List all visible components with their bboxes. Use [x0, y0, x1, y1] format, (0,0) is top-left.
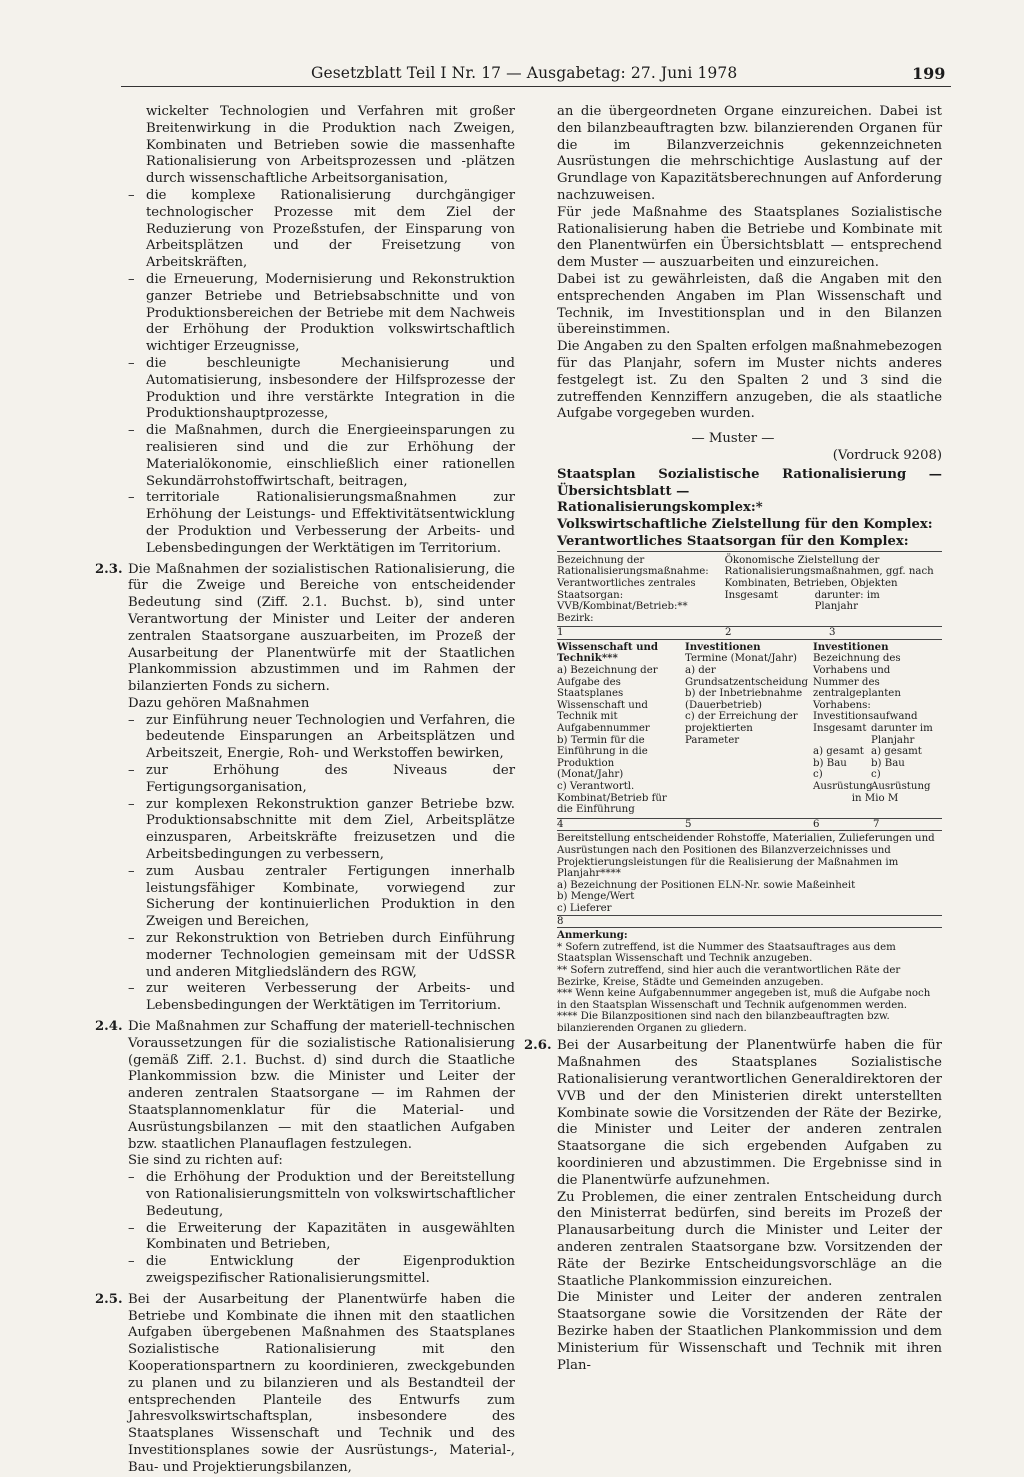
footnotes-heading: Anmerkung:: [557, 929, 628, 942]
left-column: [95, 104, 515, 1477]
table-cell: darunter: im Planjahr: [814, 589, 880, 613]
dash-list-1: [95, 188, 515, 558]
form-number: (Vordruck 9208): [832, 447, 942, 463]
section-number: 2.4.: [95, 1019, 123, 1035]
section-lead: Dazu gehören Maßnahmen: [128, 695, 310, 711]
form-complex: Rationalisierungskomplex:*: [557, 500, 763, 516]
column-number: 1: [557, 627, 564, 639]
table-cell: c) Ausrüstung: [813, 769, 873, 792]
table-cell: b) Menge/Wert: [557, 891, 635, 903]
section-number: 2.6.: [524, 1038, 552, 1054]
table-cell: c) Lieferer: [557, 902, 612, 914]
section-2-3: [95, 562, 515, 713]
section-text: Die Maßnahmen zur Schaffung der materiell-technischen Voraussetzungen für die sozialistische Rationalisierung (gemäß Ziff. 2.1. Buchst. d) sind durch die Staatliche Plankommission bzw. die Minister und Leiter der anderen zentralen Staatsorgane — im Rahmen der Staatsplannomenklatur für die Material- und Ausrüstungsbilanzen — mit den staatlichen Aufgaben bzw. staatlichen Planauflagen festzulegen.: [128, 1019, 515, 1152]
section-text: Zu Problemen, die einer zentralen Entscheidung durch den Ministerrat bedürfen, sind bereits im Prozeß der Planausarbeitung durch die Minister und Leiter der anderen zentralen Staatsorgane bzw. Vorsitzenden der Räte der Bezirke Entscheidungsvorschläge an die Staatliche Plankommission einzureichen.: [557, 1189, 942, 1289]
list-item: – die Erweiterung der Kapazitäten in ausgewählten Kombinaten und Betrieben,: [95, 1221, 515, 1255]
column-number: 8: [557, 915, 564, 927]
gazette-header: Gesetzblatt Teil I Nr. 17 — Ausgabetag: 27. Juni 1978: [311, 64, 738, 82]
table-cell-investment-dates: [685, 642, 813, 816]
table-cell: Ökonomische Zielstellung der Rationalisierungsmaßnahmen, ggf. nach Kombinaten, Betrieben, Objekten: [724, 554, 934, 589]
section-number: 2.3.: [95, 561, 123, 577]
section-text: Die Minister und Leiter der anderen zentralen Staatsorgane sowie die Vorsitzenden der Räte der Bezirke haben der Staatlichen Plankommission und dem Ministerium für Wissenschaft und Technik mit ihren Plan-: [557, 1290, 942, 1373]
form-organ: Verantwortliches Staatsorgan für den Komplex:: [557, 533, 909, 549]
intro-continuation: wickelter Technologien und Verfahren mit großer Breitenwirkung in die Produktion nach Zweigen, Kombinaten und Betrieben sowie die massenhafte Rationalisierung von Arbeitsprozessen und -plätzen durch wissenschaftliche Arbeitsorganisation,: [146, 104, 515, 187]
column-numbers-row: [557, 627, 942, 639]
column-number: 2: [725, 627, 732, 639]
table-rule: [557, 639, 942, 640]
list-item: – die Entwicklung der Eigenproduktion zweigspezifischer Rationalisierungsmittel.: [95, 1254, 515, 1288]
table-cell: c) Verantwortl. Kombinat/Betrieb für die Einführung: [557, 781, 667, 816]
list-item: – die Erhöhung der Produktion und der Bereitstellung von Rationalisierungsmitteln von volkswirtschaftlicher Bedeutung,: [95, 1170, 515, 1220]
footnote: **** Die Bilanzpositionen sind nach den bilanzbeauftragten bzw. bilanzierenden Organen zu gliedern.: [557, 1011, 890, 1034]
table-cell: a) Bezeichnung der Aufgabe des Staatsplanes Wissenschaft und Technik mit Aufgabennummer: [557, 665, 658, 735]
section-lead: Sie sind zu richten auf:: [128, 1153, 283, 1169]
table-cell-science: [557, 642, 685, 816]
dash-list-3: [95, 1170, 515, 1288]
right-column: [524, 104, 942, 1374]
list-item: – zum Ausbau zentraler Fertigungen innerhalb leistungsfähiger Kombinate, vorwiegend zur Sicherung der kontinuierlichen Produktion in den Zweigen und Bereichen,: [95, 864, 515, 931]
table-cell: a) gesamt: [813, 746, 864, 758]
table-cell: a) der Grundsatzentscheidung: [685, 665, 809, 688]
paragraph: Für jede Maßnahme des Staatsplanes Sozialistische Rationalisierung haben die Betriebe und Kombinate mit den Planentwürfen ein Übersichtsblatt — entsprechend dem Muster — auszuarbeiten und einzureichen.: [557, 204, 942, 271]
table-supply-block: [557, 833, 942, 914]
list-item: – zur komplexen Rekonstruktion ganzer Betriebe bzw. Produktionsabschnitte mit dem Ziel, Arbeitsplätze einzusparen, Arbeitskräfte freizusetzen und die Arbeitsbedingungen zu verbessern,: [95, 797, 515, 864]
list-item: – zur Rekonstruktion von Betrieben durch Einführung moderner Technologien gemeinsam mit der UdSSR und anderen Mitgliedsländern des RGW,: [95, 931, 515, 981]
paragraph: an die übergeordneten Organe einzureichen. Dabei ist den bilanzbeauftragten bzw. bilanzierenden Organen für die im Bilanzverzeichnis gekennzeichneten Ausrüstungen die mehrschichtige Auslastung auf der Grundlage von Kapazitätsberechnungen auf Anforderung nachzuweisen.: [557, 104, 942, 203]
table-rule: [557, 927, 942, 928]
form-goal: Volkswirtschaftliche Zielstellung für den Komplex:: [557, 517, 933, 533]
sample-form: [524, 467, 942, 1035]
header-rule: [121, 86, 951, 87]
section-text: Bei der Ausarbeitung der Planentwürfe haben die für Maßnahmen des Staatsplanes Sozialistische Rationalisierung verantwortlichen Generaldirektoren der VVB und der den Ministerien direkt unterstellten Kombinate sowie die Vorsitzenden der Räte der Bezirke, die Minister und Leiter der anderen zentralen Staatsorgane die sich ergebenden Aufgaben zu koordinieren und abzustimmen. Die Ergebnisse sind in die Planentwürfe aufzunehmen.: [557, 1038, 942, 1188]
footnote: *** Wenn keine Aufgabennummer angegeben ist, muß die Aufgabe noch in den Staatsplan Wissenschaft und Technik aufgenommen werden.: [557, 988, 931, 1011]
section-2-4: [95, 1019, 515, 1170]
table-header-row: [557, 555, 942, 625]
column-number: 5: [685, 818, 692, 830]
dash-list-2: [95, 713, 515, 1015]
list-item: – zur Erhöhung des Niveaus der Fertigungsorganisation,: [95, 763, 515, 797]
table-cell: in Mio M: [851, 792, 899, 804]
paragraph: Dabei ist zu gewährleisten, daß die Angaben mit den entsprechenden Angaben im Plan Wissenschaft und Technik, im Investitionsplan und in den Bilanzen übereinstimmen.: [557, 271, 942, 338]
table-cell: a) Bezeichnung der Positionen ELN-Nr. sowie Maßeinheit: [557, 879, 856, 891]
table-cell: a) gesamt: [871, 746, 922, 758]
section-text: Die Maßnahmen der sozialistischen Rationalisierung, die für die Zweige und Bereiche von entscheidender Bedeutung sind (Ziff. 2.1. Buchst. b), sind unter Verantwortung der Minister und Leiter der anderen zentralen Staatsorgane auszuarbeiten, im Prozeß der Ausarbeitung der Planentwürfe mit der Staatlichen Plankommission abzustimmen und im Rahmen der bilanzierten Fonds zu sichern.: [128, 561, 515, 695]
column-number: 7: [873, 818, 880, 830]
column-number: 6: [813, 818, 820, 830]
table-rule: [557, 551, 942, 552]
list-item: – die beschleunigte Mechanisierung und Automatisierung, insbesondere der Hilfsprozesse der Produktion und ihre verstärkte Integration in die Produktionshauptprozesse,: [95, 356, 515, 423]
list-item: – die Maßnahmen, durch die Energieeinsparungen zu realisieren sind und die zur Erhöhung der Materialökonomie, einschließlich einer rationellen Sekundärrohstoffwirtschaft, beitragen,: [95, 423, 515, 490]
section-text: Bei der Ausarbeitung der Planentwürfe haben die Betriebe und Kombinate die ihnen mit den staatlichen Aufgaben übergebenen Maßnahmen des Staatsplanes Sozialistische Rationalisierung mit den Kooperationspartnern zu koordinieren, zweckgebunden zu planen und zu bilanzieren und als Bestandteil der entsprechenden Planteile des Entwurfs zum Jahresvolkswirtschaftsplan, insbesondere des Staatsplanes Wissenschaft und Technik und des Investitionsplanes sowie der Ausrüstungs-, Material-, Bau- und Projektierungsbilanzen,: [128, 1291, 515, 1475]
list-item: – zur weiteren Verbesserung der Arbeits- und Lebensbedingungen der Werktätigen im Territorium.: [95, 981, 515, 1015]
list-item: – territoriale Rationalisierungsmaßnahmen zur Erhöhung der Leistungs- und Effektivitätsentwicklung der Produktion und Verbesserung der Arbeits- und Lebensbedingungen der Werktätigen im Territorium.: [95, 490, 515, 557]
table-cell: Bezeichnung des Vorhabens und Nummer des zentralgeplanten Vorhabens:: [813, 653, 901, 711]
page-number: 199: [912, 64, 946, 83]
list-item: – die Erneuerung, Modernisierung und Rekonstruktion ganzer Betriebe und Betriebsabschnitte und von Produktionsbereichen der Betriebe mit dem Nachweis der Erhöhung der Produktion volkswirtschaftlich wichtiger Erzeugnisse,: [95, 272, 515, 356]
table-cell: Investitionsaufwand: [813, 711, 918, 723]
footnotes: [557, 930, 942, 1034]
table-cell: Insgesamt: [813, 723, 867, 735]
column-numbers-row: [557, 819, 942, 831]
footnote: * Sofern zutreffend, ist die Nummer des Staatsauftrages aus dem Staatsplan Wissenschaft und Technik anzugeben.: [557, 941, 896, 965]
footnote: ** Sofern zutreffend, sind hier auch die verantwortlichen Räte der Bezirke, Kreise, Städte und Gemeinden anzugeben.: [557, 964, 901, 988]
section-2-6: [524, 1038, 942, 1374]
section-number: 2.5.: [95, 1291, 123, 1307]
table-cell: b) der Inbetriebnahme (Dauerbetrieb): [685, 688, 803, 711]
table-cell: Insgesamt: [724, 589, 778, 601]
table-cell: c) der Erreichung der projektierten Parameter: [685, 711, 798, 746]
list-item: – zur Einführung neuer Technologien und Verfahren, die bedeutende Einsparungen an Arbeitsplätzen und Arbeitszeit, Energie, Roh- und Werkstoffen bewirken,: [95, 713, 515, 763]
table-rule: [557, 830, 942, 831]
table-main-row: [557, 642, 942, 816]
table-cell-objectives: [725, 555, 942, 625]
table-cell: Wissenschaft und Technik***: [557, 640, 659, 665]
form-title: Staatsplan Sozialistische Rationalisierung — Übersichtsblatt —: [557, 466, 942, 499]
table-cell: b) Bau: [871, 757, 905, 769]
table-cell-investment-costs: [813, 642, 937, 816]
table-cell: c) Ausrüstung: [871, 769, 931, 792]
table-cell: Bereitstellung entscheidender Rohstoffe, Materialien, Zulieferungen und Ausrüstungen nach den Positionen des Bilanzverzeichnisses und Projektierungsleistungen für die Realisierung der Maßnahmen im Planjahr****: [557, 833, 935, 880]
paragraph: Die Angaben zu den Spalten erfolgen maßnahmebezogen für das Planjahr, sofern im Muster nichts anderes festgelegt ist. Zu den Spalten 2 und 3 sind die zutreffenden Kennziffern anzugeben, die als staatliche Aufgabe vorgegeben wurden.: [557, 339, 942, 422]
column-number: 4: [557, 818, 564, 830]
table-cell: Termine (Monat/Jahr): [685, 653, 797, 665]
muster-heading: — Muster —: [691, 431, 775, 447]
table-cell: Investitionen: [685, 640, 761, 653]
table-cell: darunter im Planjahr: [871, 723, 933, 746]
table-cell: b) Termin für die Einführung in die Produktion (Monat/Jahr): [557, 734, 648, 781]
table-cell: b) Bau: [813, 757, 847, 769]
table-cell: Investitionen: [813, 640, 889, 653]
list-item: – die komplexe Rationalisierung durchgängiger technologischer Prozesse mit dem Ziel der Reduzierung von Prozeßstufen, der Einsparung von Arbeitsplätzen und der Freisetzung von Arbeitskräften,: [95, 188, 515, 272]
table-cell: Bezeichnung der Rationalisierungsmaßnahme: Verantwortliches zentrales Staatsorgan: VVB/Kombinat/Betrieb:** Bezirk:: [557, 554, 709, 624]
column-number: 3: [829, 627, 836, 639]
section-2-5: [95, 1292, 515, 1477]
